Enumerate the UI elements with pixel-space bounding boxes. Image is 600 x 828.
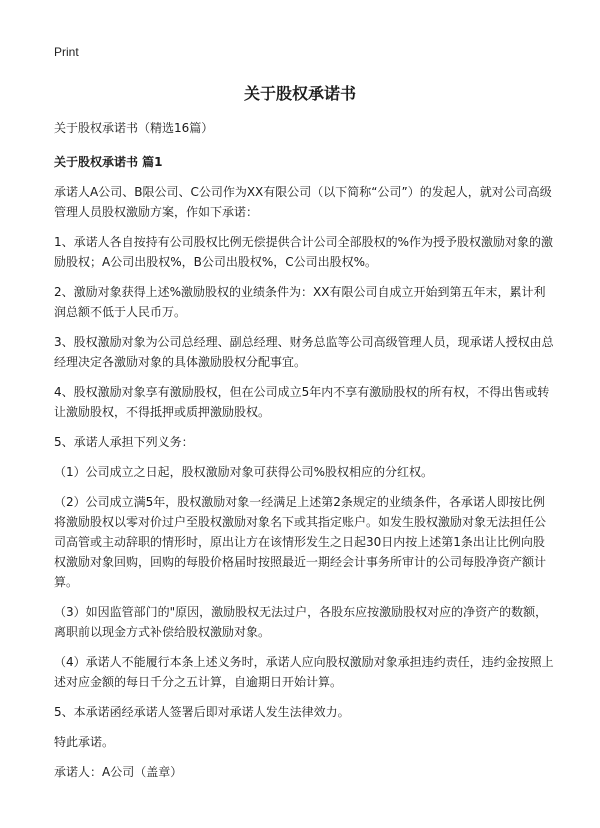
document-subtitle: 关于股权承诺书（精选16篇）	[54, 121, 214, 135]
intro-paragraph: 承诺人A公司、B限公司、C公司作为XX有限公司（以下简称“公司”）的发起人，就对公司高级管理人员股权激励方案，作如下承诺：	[54, 185, 552, 219]
section-heading: 关于股权承诺书 篇1	[54, 155, 163, 169]
document-body	[54, 118, 554, 792]
obligation-2: （2）公司成立满5年，股权激励对象一经满足上述第2条规定的业绩条件，各承诺人即按比例将激励股权以零对价过户至股权激励对象名下或其指定账户。如发生股权激励对象无法担任公司高管或主动辞职的情形时，原出让方在该情形发生之日起30日内按上述第1条出让比例向股权激励对象回购，回购的每股价格届时按照最近一期经会计事务所审计的公司每股净资产额计算。	[54, 495, 547, 589]
clause-4: 4、股权激励对象享有激励股权，但在公司成立5年内不享有激励股权的所有权，不得出售或转让激励股权，不得抵押或质押激励股权。	[54, 385, 550, 419]
closing-statement: 特此承诺。	[54, 735, 115, 749]
clause-2: 2、激励对象获得上述%激励股权的业绩条件为：XX有限公司自成立开始到第五年末，累计利润总额不低于人民币万。	[54, 285, 546, 319]
clause-3: 3、股权激励对象为公司总经理、副总经理、财务总监等公司高级管理人员，现承诺人授权由总经理决定各激励对象的具体激励股权分配事宜。	[54, 335, 554, 369]
obligation-1: （1）公司成立之日起，股权激励对象可获得公司%股权相应的分红权。	[54, 465, 434, 479]
signature-line: 承诺人：A公司（盖章）	[54, 765, 183, 779]
obligation-4: （4）承诺人不能履行本条上述义务时，承诺人应向股权激励对象承担违约责任，违约金按照上述对应金额的每日千分之五计算，自逾期日开始计算。	[54, 655, 554, 689]
obligation-3: （3）如因监管部门的"原因，激励股权无法过户，各股东应按激励股权对应的净资产的数额，离职前以现金方式补偿给股权激励对象。	[54, 605, 548, 639]
clause-5-heading: 5、承诺人承担下列义务：	[54, 435, 194, 449]
print-link[interactable]: Print	[54, 45, 79, 59]
effectiveness-clause: 5、本承诺函经承诺人签署后即对承诺人发生法律效力。	[54, 705, 350, 719]
document-title: 关于股权承诺书	[243, 84, 356, 103]
clause-1: 1、承诺人各自按持有公司股权比例无偿提供合计公司全部股权的%作为授予股权激励对象的激励股权；A公司出股权%，B公司出股权%，C公司出股权%。	[54, 235, 554, 269]
